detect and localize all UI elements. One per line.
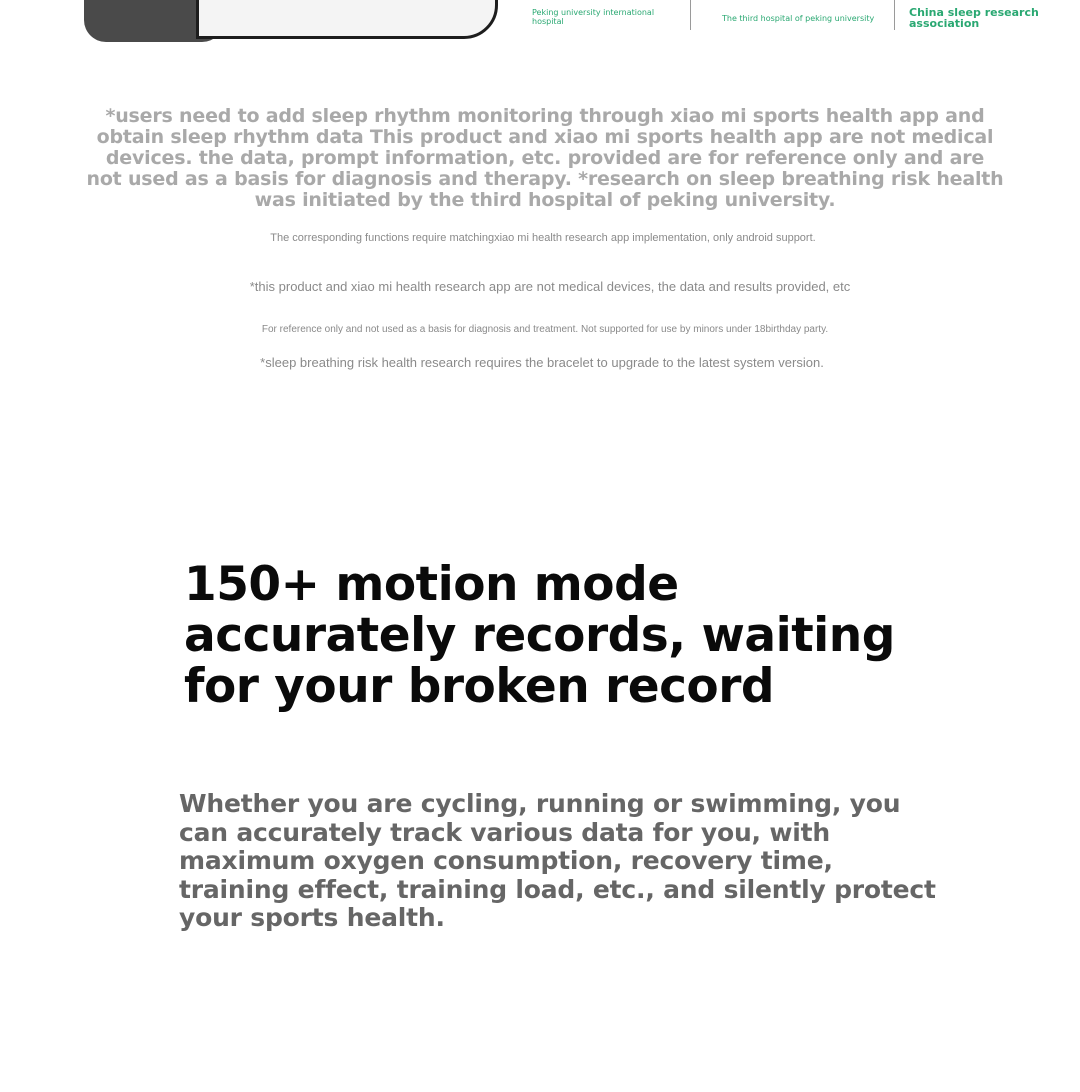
partner-logo-sleep-association: [909, 3, 1044, 33]
partner-divider: [690, 0, 691, 30]
partner-label: Peking university international hospital: [532, 8, 655, 26]
partner-logo-third-hospital: [722, 3, 882, 33]
footnote-reference-only: For reference only and not used as a basis for diagnosis and treatment. Not supported for use by minors under 18birthday party.: [261, 324, 829, 335]
feature-description: Whether you are cycling, running or swimming, you can accurately track various data for you, with maximum oxygen consumption, recovery time, training effect, training load, etc., and silently protect your sports health.: [179, 789, 936, 932]
partner-divider: [894, 0, 895, 30]
feature-headline: 150+ motion mode accurately records, waiting for your broken record: [184, 557, 895, 714]
product-banner-strip: [0, 0, 1080, 60]
footnote-system-upgrade: *sleep breathing risk health research requires the bracelet to upgrade to the latest system version.: [260, 355, 824, 370]
footnote-not-medical-device: *this product and xiao mi health research app are not medical devices, the data and results provided, etc: [249, 279, 851, 294]
partner-label: China sleep research association: [909, 6, 1039, 30]
footnote-android-support: The corresponding functions require matchingxiao mi health research app implementation, only android support.: [270, 232, 816, 244]
partner-label: The third hospital of peking university: [722, 13, 875, 23]
partner-logo-peking-international: [532, 2, 682, 32]
sleep-disclaimer-paragraph: *users need to add sleep rhythm monitoring through xiao mi sports health app and obtain sleep rhythm data This product and xiao mi sports health app are not medical devices. the data, prompt information, etc. provided are for reference only and are not used as a basis for diagnosis and therapy. *research on sleep breathing risk health was initiated by the third hospital of peking university.: [86, 105, 1004, 211]
band-screen-image: [196, 0, 498, 39]
